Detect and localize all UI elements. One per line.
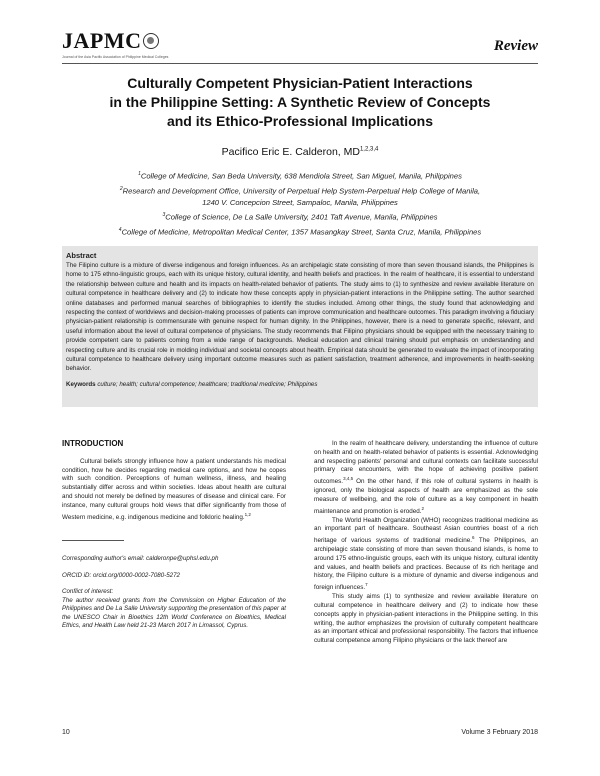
title-line: and its Ethico-Professional Implications bbox=[166, 113, 434, 129]
abstract-body: The Filipino culture is a mixture of diverse indigenous and foreign influences. As an archipelagic state consisting of more than seven thousand islands, the Philippines is home to 175 ethno-linguistic groups, each with its unique history, cultural identity, and health beliefs and practices. In the realm of healthcare, it is essential to understand the relationship between culture and health and its impacts on health-related behavior of patients. The study aims to (1) to synthesize and review available literature on cultural competence in healthcare delivery and (2) to indicate how these concepts apply in physician-patient interactions in the Philippine setting. The author searched online databases and performed manual searches of bibliographies to identify the studies included. Among other things, the study found that acknowledging and respecting the context of worldviews and decision-making processes of patients can improve communication and healthcare outcomes. This paradigm involving a fiduciary physician-patient relationship is commensurate with genuine respect for human dignity. In the Philippines, however, there is a need to generate specific, relevant, and useful information about the level of cultural competence of physicians. The study recommends that Filipino physicians should be equipped with the necessary training to provide competent care to patients coming from a wide range of backgrounds. Medical education and clinical training should put emphasis on understanding and respecting culture and its crucial role in molding individual and societal concepts about health. Empirical data should be generated to evaluate the impact of incorporating cultural competence to healthcare delivery using important outcome measures such as patient satisfaction, treatment adherence, and improvements in health-seeking behavior. bbox=[66, 262, 534, 373]
body-paragraph: The World Health Organization (WHO) recognizes traditional medicine as an important part of healthcare. Southeast Asian countries boast of a rich heritage of various systems of traditional medicine.$^6$ The Philippines, an archipelagic state consisting of more than seven thousand islands, is home to around 175 ethno-linguistic groups, each with its unique history, cultural identity and values, and health beliefs and practices. Because of its rich heritage and history, the Filipino culture is a mixture of dynamic and diverse indigenous and foreign influences.$^7$ bbox=[314, 516, 538, 592]
header-divider bbox=[62, 63, 538, 64]
right-column bbox=[314, 440, 538, 646]
footnote-divider bbox=[62, 540, 124, 541]
abstract-box bbox=[62, 246, 538, 407]
introduction-heading: INTRODUCTION bbox=[62, 439, 124, 448]
conflict-heading: Conflict of interest: bbox=[62, 588, 114, 596]
journal-subtitle: Journal of the Asia Pacific Association of Philippine Medical Colleges bbox=[62, 55, 169, 59]
page-header bbox=[62, 28, 538, 64]
section-label: Review bbox=[493, 38, 538, 54]
corresponding-email: Corresponding author's email: calderonpe@uphsl.edu.ph bbox=[62, 555, 219, 563]
conflict-body: The author received grants from the Commission on Higher Education of the Philippines and De La Salle University supporting the presentation of this paper at the UNESCO Chair in Bioethics 12th World Conference on Bioethics, Medical Ethics, and Health Law held 21-23 March 2017 in Limassol, Cyprus. bbox=[62, 596, 286, 629]
body-paragraph: In the realm of healthcare delivery, understanding the influence of culture on health and on health-related behavior of patients is essential. Acknowledging and respecting patients' personal and cultural contexts can facilitate successful primary care encounters, with the hope of achieving positive patient outcomes.$^{3,4,5}$ On the other hand, if this role of cultural systems in health is ignored, only the biological aspects of health are emphasized as the sole measure of wellbeing, and the role of culture as a key component in health maintenance and promotion is eroded.$^2$ bbox=[314, 440, 538, 515]
body-paragraph: This study aims (1) to synthesize and review available literature on cultural competence in healthcare delivery and (2) to indicate how these concepts apply in physician-patient interactions in the Philippine setting. In this writing, the author emphasizes the provision of culturally competent healthcare as an important ethical and professional responsibility. The factors that influence cultural competence among Filipino physicians or the lack thereof are bbox=[314, 593, 538, 645]
page-number: 10 bbox=[62, 729, 70, 736]
affiliation-line: $^4$College of Medicine, Metropolitan Medical Center, 1357 Masangkay Street, Santa Cruz, Manila, Philippines bbox=[118, 226, 482, 237]
journal-logo-text: JAPMC bbox=[62, 28, 142, 53]
affiliation-line: $^2$Research and Development Office, University of Perpetual Help System-Perpetual Help College of Manila, bbox=[119, 185, 481, 196]
author-affil-marks: 1,2,3,4 bbox=[359, 146, 379, 153]
author-line bbox=[62, 146, 538, 158]
title-line: in the Philippine Setting: A Synthetic Review of Concepts bbox=[109, 94, 491, 110]
author-name: Pacifico Eric E. Calderon, MD bbox=[221, 146, 360, 158]
left-column bbox=[62, 440, 286, 630]
intro-paragraph: Cultural beliefs strongly influence how a patient understands his medical condition, how he decides regarding medical care options, and how he copes with such condition. Perceptions of human wellness, illness, and healing substantially differ across and within societies. Ideas about health are cultural and should not merely be defined by measures of disease and clinical care. For instance, many cultural groups hold views that differ significantly from those of Western medicine, e.g. indigenous medicine and folkloric healing.$^{1,2}$ bbox=[62, 457, 286, 521]
affiliations bbox=[62, 168, 538, 238]
issue-label: Volume 3 February 2018 bbox=[461, 729, 538, 736]
seal-icon bbox=[143, 33, 159, 49]
abstract-heading: Abstract bbox=[66, 251, 97, 260]
journal-logo bbox=[62, 28, 159, 54]
affiliation-line: 1240 V. Concepcion Street, Sampaloc, Manila, Philippines bbox=[202, 198, 398, 208]
keywords-label: Keywords bbox=[66, 380, 96, 388]
keywords-list: culture; health; cultural competence; healthcare; traditional medicine; Philippines bbox=[97, 380, 318, 388]
abstract-keywords bbox=[66, 380, 534, 389]
affiliation-line: $^3$College of Science, De La Salle University, 2401 Taft Avenue, Manila, Philippines bbox=[162, 212, 438, 222]
affiliation-line: $^1$College of Medicine, San Beda University, 638 Mendiola Street, San Miguel, Manila, Philippines bbox=[138, 171, 462, 181]
orcid-id: ORCID iD: orcid.org/0000-0002-7080-5272 bbox=[62, 571, 180, 579]
title-line: Culturally Competent Physician-Patient Interactions bbox=[127, 75, 473, 91]
article-title bbox=[62, 74, 538, 131]
